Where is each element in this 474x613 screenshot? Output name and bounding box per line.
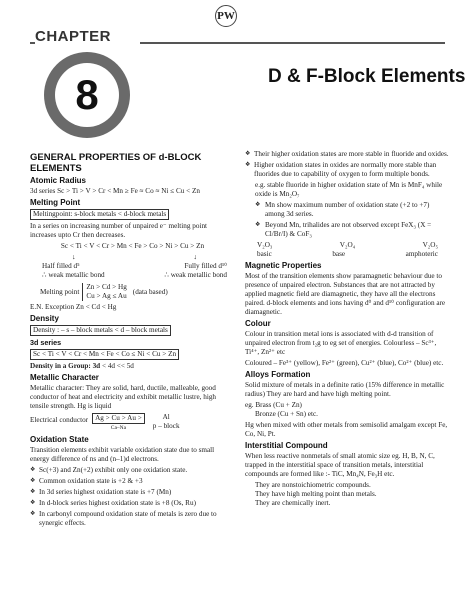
vanadium-oxides-row	[245, 241, 450, 250]
metallic-character-para: Metallic character: They are solid, hard, ductile, malleable, good conductor of heat and electricity and exhibit metallic lustre, high tensile strength. Hg is liquid	[30, 384, 217, 410]
oxidation-bullet: ❖ Sc(+3) and Zn(+2) exhibit only one oxidation state.	[30, 466, 235, 475]
oxidation-bullet: ❖ In carbonyl compound oxidation state of metals is zero due to synergic effects.	[30, 510, 235, 528]
comparison-line: Cu > Ag ≤ Au	[86, 292, 127, 300]
conductor-al	[153, 413, 180, 431]
density-3d-heading: 3d series	[30, 338, 62, 347]
comparison-bracket	[82, 283, 126, 301]
brass-example: eg. Brass (Cu + Zn)	[245, 401, 302, 409]
left-column	[30, 150, 235, 530]
colour-heading: Colour	[245, 319, 271, 328]
mn-example: e.g. stable fluoride in higher oxidation state of Mn is MnF₄ while oxide is Mn₂O₇	[255, 181, 443, 198]
oxidation-bullet: ❖ Their higher oxidation states are more stable in fluoride and oxides.	[245, 150, 450, 159]
section-heading: GENERAL PROPERTIES OF d-BLOCK ELEMENTS	[30, 152, 202, 174]
density-sequence-box: Sc < Ti < V < Cr < Mn < Fe < Co ≤ Ni < Cu > Zn	[30, 349, 179, 360]
conductor-pblock-label: p – block	[152, 422, 180, 430]
data-based-note: (data based)	[132, 287, 168, 296]
melting-point-comparison	[30, 283, 235, 301]
weak-bond-row	[30, 271, 235, 280]
chapter-label: CHAPTER	[35, 28, 115, 45]
bronze-example: Bronze (Cu + Sn) etc.	[255, 410, 318, 418]
metallic-character-heading: Metallic Character	[30, 373, 99, 382]
colour-para: Colour in transition metal ions is associated with d-d transition of unpaired electron from t₂g to eg set of energies. Colourless – Sc³⁺, Ti⁴⁺, Zn²⁺ etc	[245, 330, 437, 356]
atomic-radius-line: 3d series Sc > Ti > V > Cr < Mn ≥ Fe ≈ Co ≈ Ni ≤ Cu < Zn	[30, 187, 200, 195]
oxidation-bullet: ❖ In d-block series highest oxidation state is +8 (Os, Ru)	[30, 499, 235, 508]
melting-point-sequence: Sc < Ti < V < Cr > Mn < Fe > Co > Ni > Cu > Zn	[60, 242, 205, 250]
oxide-nature-row	[245, 250, 450, 259]
chapter-header	[0, 0, 474, 140]
alloys-heading: Alloys Formation	[245, 370, 311, 379]
alloys-para: Solid mixture of metals in a definite ratio (15% difference in metallic radius) They are hard and have high melting point.	[245, 381, 445, 398]
sub-bullet: ❖ Mn show maximum number of oxidation state (+2 to +7) among 3d series.	[255, 201, 450, 219]
electrical-conductor-row	[30, 413, 235, 433]
interstitial-property: They are nonstoichiometric compounds.	[255, 481, 371, 489]
conductor-al-label: Al	[162, 413, 170, 421]
chapter-number: 8	[55, 63, 119, 127]
half-filled-label: Half filled d⁵	[42, 262, 80, 270]
conductor-order-top: Ag > Cu > Au >	[92, 413, 145, 424]
arrow-row	[30, 253, 235, 262]
pw-logo-icon: PW	[215, 5, 237, 27]
amalgam-line: Hg when mixed with other metals from semisolid amalgam except Fe, Co, Ni, Pt.	[245, 421, 448, 438]
oxide-formula: V₂O₃	[257, 241, 273, 249]
interstitial-para: When less reactive nonmetals of small atomic size eg. H, B, N, C, trapped in the interstitial space of transition metals, interstitial compounds are formed like :- TiC, Mn₄N, Fe₃H etc.	[245, 452, 435, 478]
melting-point-box: Meltingpoint: s-block metals < d-block metals	[30, 209, 169, 220]
magnetic-heading: Magnetic Properties	[245, 261, 322, 270]
density-box: Density : – s – block metals < d – block metals	[30, 325, 171, 336]
density-group-line	[30, 362, 235, 371]
oxide-formula: V₂O₅	[422, 241, 438, 249]
conductor-order-under: Ca–Na	[110, 425, 127, 431]
down-arrow-icon: ↓	[193, 253, 197, 261]
weak-bond-label: ∴ weak metallic bond	[42, 271, 105, 279]
density-heading: Density	[30, 314, 59, 323]
magnetic-para: Most of the transition elements show paramagnetic behaviour due to presence of unpaired electron. Substances that are not attracted by applied magnetic field are diamagnetic, they have all the electrons paired. d-block elements and ions having d⁰ and d¹⁰ configuration are diamagnetic.	[245, 272, 446, 316]
oxidation-bullet: ❖ Higher oxidation states in oxides are normally more stable than fluorides due to capability of oxygen to form multiple bonds.	[245, 161, 450, 179]
interstitial-property: They have high melting point than metals.	[255, 490, 377, 498]
oxidation-bullet: ❖ Common oxidation state is +2 & +3	[30, 477, 235, 486]
header-rule-right	[140, 42, 445, 44]
chapter-title: D & F-Block Elements	[268, 66, 466, 87]
down-arrow-icon: ↓	[72, 253, 76, 261]
oxide-nature: base	[332, 250, 346, 258]
density-group-label: Density in a Group: 3d	[30, 362, 101, 370]
melting-point-para: In a series on increasing number of unpaired e⁻ melting point increases upto Cr then decreases.	[30, 222, 208, 239]
density-group-value: < 4d << 5d	[101, 362, 134, 370]
electrical-conductor-label: Electrical conductor	[30, 416, 89, 424]
oxide-nature: amphoteric	[405, 250, 438, 258]
oxidation-state-para: Transition elements exhibit variable oxidation state due to small energy difference of ns and (n–1)d electrons.	[30, 446, 215, 463]
atomic-radius-heading: Atomic Radius	[30, 176, 87, 185]
oxide-formula: V₂O₄	[339, 241, 356, 249]
melting-point-label: Melting point	[40, 287, 80, 296]
interstitial-property: They are chemically inert.	[255, 499, 331, 507]
conductor-order	[92, 413, 145, 433]
right-column	[245, 150, 450, 510]
oxidation-state-heading: Oxidation State	[30, 435, 89, 444]
weak-bond-label: ∴ weak metallic bond	[164, 271, 227, 279]
oxidation-bullet: ❖ In 3d series highest oxidation state is +7 (Mn)	[30, 488, 235, 497]
fully-filled-label: Fully filled d¹⁰	[184, 262, 227, 270]
comparison-line: Zn > Cd > Hg	[86, 283, 127, 291]
coloured-line: Coloured – Fe³⁺ (yellow), Fe²⁺ (green), Cu²⁺ (blue), Co²⁺ (blue) etc.	[245, 359, 444, 367]
melting-point-heading: Melting Point	[30, 198, 81, 207]
sub-bullet: ❖ Beyond Mn, trihalides are not observed except FeX₃ (X = Cl/Br/I) & CoF₃	[255, 221, 450, 239]
interstitial-heading: Interstitial Compound	[245, 441, 328, 450]
filled-row	[30, 262, 235, 271]
en-exception: E.N. Exception Zn < Cd < Hg	[30, 303, 117, 311]
oxide-nature: basic	[257, 250, 272, 258]
